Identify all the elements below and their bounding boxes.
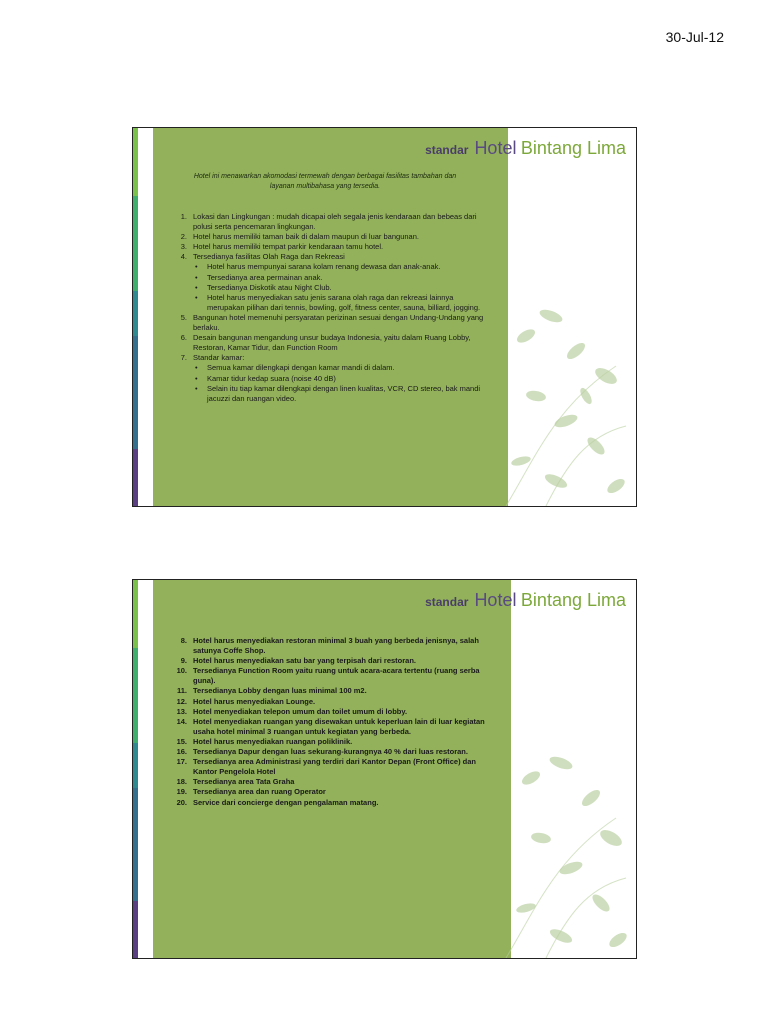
item-text: Hotel harus memiliki taman baik di dalam maupun di luar bangunan. <box>193 232 419 242</box>
item-text: Hotel harus menyediakan satu bar yang terpisah dari restoran. <box>193 656 416 666</box>
sub-list-item: • Semua kamar dilengkapi dengan kamar mandi di dalam. <box>193 363 489 373</box>
slide-title <box>425 590 626 611</box>
item-number: 19. <box>176 787 187 797</box>
list-item <box>171 777 489 787</box>
item-number: 11. <box>176 686 187 696</box>
item-number: 12. <box>176 696 187 706</box>
item-text: Hotel harus memiliki tempat parkir kendaraan tamu hotel. <box>193 242 384 252</box>
item-number: 9. <box>180 656 187 666</box>
item-text: Tersedianya Function Room yaitu ruang untuk acara-acara tertentu (ruang serba guna). <box>193 666 480 686</box>
sub-list-item: • Tersedianya area permainan anak. <box>193 273 489 283</box>
item-number: 13. <box>176 706 187 716</box>
list-item <box>171 717 489 737</box>
item-number: 3. <box>180 242 187 252</box>
title-bintang-lima: Bintang Lima <box>520 590 626 610</box>
item-number: 17. <box>176 757 187 767</box>
list-item <box>171 666 489 686</box>
item-number: 5. <box>180 312 187 322</box>
list-item <box>171 636 489 656</box>
item-text: Tersedianya area Tata Graha <box>193 777 295 787</box>
item-text: Standar kamar: <box>193 353 245 363</box>
list-item <box>171 686 489 696</box>
list-item <box>171 333 489 353</box>
item-number: 15. <box>176 736 187 746</box>
item-number: 7. <box>180 353 187 363</box>
item-text: Tersedianya fasilitas Olah Raga dan Rekreasi <box>193 252 345 262</box>
list-item <box>171 787 489 797</box>
item-number: 8. <box>180 636 187 645</box>
item-number: 6. <box>180 333 187 343</box>
list-item <box>171 252 489 313</box>
item-number: 18. <box>176 777 187 787</box>
list-item <box>171 697 489 707</box>
list-item <box>171 737 489 747</box>
sub-list-item: • Hotel harus menyediakan satu jenis sarana olah raga dan rekreasi lainnya merupakan pilihan dari tennis, bowling, golf, fitness center, sauna, billiard, jogging. <box>193 293 489 313</box>
foliage-decoration <box>496 256 636 506</box>
sub-list-item: • Selain itu tiap kamar dilengkapi dengan linen kualitas, VCR, CD stereo, bak mandi jacuzzi dan ruangan video. <box>193 384 489 404</box>
list-item <box>171 212 489 232</box>
slide-1 <box>132 127 637 507</box>
list-item <box>171 242 489 252</box>
list-item <box>171 747 489 757</box>
item-text: Hotel harus menyediakan Lounge. <box>193 696 316 706</box>
accent-stripes <box>133 128 138 506</box>
list-item <box>171 757 489 777</box>
sub-list <box>193 363 489 403</box>
item-number: 1. <box>180 212 187 221</box>
list-item <box>171 656 489 666</box>
item-text: Desain bangunan mengandung unsur budaya Indonesia, yaitu dalam Ruang Lobby, Restoran, Kamar Tidur, dan Function Room <box>193 333 471 353</box>
foliage-decoration <box>496 708 636 958</box>
list-item <box>171 798 489 808</box>
sub-list <box>193 262 489 312</box>
item-number: 14. <box>176 716 187 726</box>
list-item <box>171 707 489 717</box>
sub-list-item: • Tersedianya Diskotik atau Night Club. <box>193 283 489 293</box>
accent-stripes <box>133 580 138 958</box>
title-prefix: standar <box>425 595 469 609</box>
slide-2 <box>132 579 637 959</box>
page-date: 30-Jul-12 <box>665 29 724 45</box>
item-text: Tersedianya area dan ruang Operator <box>193 787 326 797</box>
item-number: 20. <box>176 797 187 807</box>
sub-list-item: • Kamar tidur kedap suara (noise 40 dB) <box>193 374 489 384</box>
title-bintang-lima: Bintang Lima <box>520 138 626 158</box>
item-number: 10. <box>176 666 187 676</box>
item-text: Hotel menyediakan ruangan yang disewakan untuk keperluan lain di luar kegiatan usaha hotel minimal 3 ruangan untuk kegiatan yang berbeda. <box>193 716 485 736</box>
list-item <box>171 232 489 242</box>
item-number: 4. <box>180 252 187 262</box>
item-text: Lokasi dan Lingkungan : mudah dicapai oleh segala jenis kendaraan dan bebeas dari polusi serta pencemaran lingkungan. <box>193 212 477 232</box>
requirements-list <box>171 636 489 808</box>
item-text: Tersedianya Lobby dengan luas minimal 100 m2. <box>193 686 367 696</box>
item-text: Hotel menyediakan telepon umum dan toilet umum di lobby. <box>193 706 408 716</box>
item-text: Bangunan hotel memenuhi persyaratan perizinan sesuai dengan Undang-Undang yang berlaku. <box>193 312 484 333</box>
item-text: Tersedianya Dapur dengan luas sekurang-kurangnya 40 % dari luas restoran. <box>193 747 468 757</box>
sub-list-item: • Hotel harus mempunyai sarana kolam renang dewasa dan anak-anak. <box>193 262 489 272</box>
intro-text: Hotel ini menawarkan akomodasi termewah dengan berbagai fasilitas tambahan dan layanan multibahasa yang tersedia. <box>193 173 457 190</box>
item-text: Hotel harus menyediakan ruangan poliklinik. <box>193 736 353 746</box>
slide-title <box>425 138 626 159</box>
item-number: 2. <box>180 232 187 242</box>
item-text: Tersedianya area Administrasi yang terdiri dari Kantor Depan (Front Office) dan Kantor Pengelola Hotel <box>193 757 476 777</box>
list-item <box>171 353 489 403</box>
requirements-list <box>171 212 489 404</box>
item-text: Hotel harus menyediakan restoran minimal 3 buah yang berbeda jenisnya, salah satunya Coffe Shop. <box>193 636 479 656</box>
list-item <box>171 313 489 333</box>
title-prefix: standar <box>425 143 469 157</box>
title-hotel: Hotel <box>474 138 517 158</box>
title-hotel: Hotel <box>474 590 517 610</box>
item-text: Service dari concierge dengan pengalaman matang. <box>193 797 379 807</box>
item-number: 16. <box>176 747 187 757</box>
